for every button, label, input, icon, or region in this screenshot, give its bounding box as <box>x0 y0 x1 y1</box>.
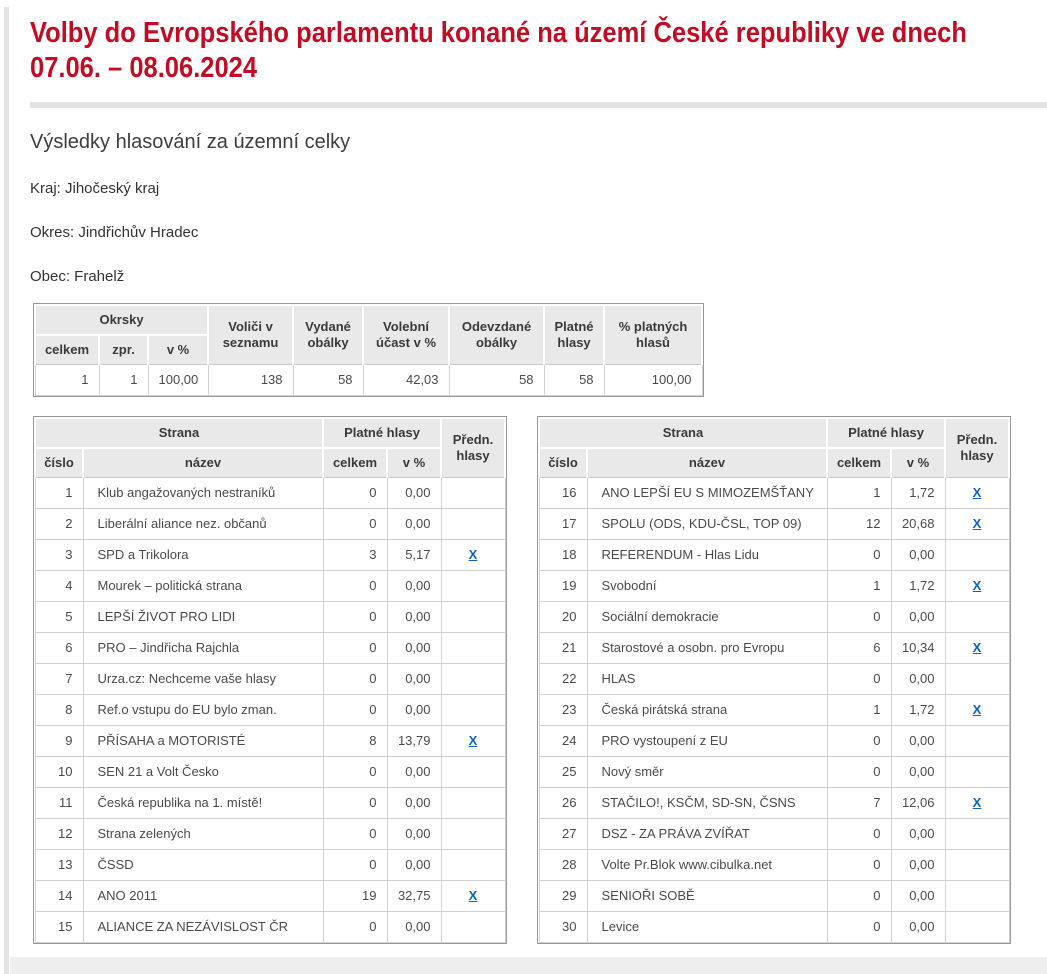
votes-pct-cell: 5,17 <box>387 540 441 571</box>
party-name-cell: SPOLU (ODS, KDU-ČSL, TOP 09) <box>587 509 827 540</box>
header-platne-hlasy: Platné hlasy <box>544 305 604 365</box>
pref-votes-link[interactable]: X <box>972 795 982 810</box>
party-row <box>35 571 505 602</box>
votes-pct-cell: 0,00 <box>387 509 441 540</box>
page-title-line2: 07.06. – 08.06.2024 <box>30 52 258 84</box>
party-number-cell: 8 <box>35 695 83 726</box>
party-number-cell: 30 <box>539 912 587 943</box>
party-row <box>35 602 505 633</box>
summary-data-row <box>35 365 702 396</box>
pref-votes-link[interactable]: X <box>468 733 478 748</box>
pref-votes-cell <box>945 602 1009 633</box>
party-number-cell: 1 <box>35 478 83 509</box>
title-divider <box>30 102 1047 108</box>
pref-votes-link[interactable]: X <box>972 485 982 500</box>
votes-pct-cell: 20,68 <box>891 509 945 540</box>
summary-header-row-1 <box>35 305 702 335</box>
odevzdane-obalky-value: 58 <box>449 365 544 396</box>
party-row <box>539 912 1009 943</box>
votes-total-cell: 0 <box>323 633 387 664</box>
pref-votes-cell <box>945 788 1009 819</box>
party-name-cell: Volte Pr.Blok www.cibulka.net <box>587 850 827 881</box>
votes-pct-cell: 0,00 <box>891 881 945 912</box>
party-header-row-2 <box>35 448 505 478</box>
votes-total-cell: 0 <box>827 881 891 912</box>
votes-total-cell: 0 <box>827 726 891 757</box>
party-row <box>539 850 1009 881</box>
votes-pct-cell: 0,00 <box>387 602 441 633</box>
votes-pct-cell: 0,00 <box>891 850 945 881</box>
header-celkem: celkem <box>827 448 891 478</box>
pref-votes-cell <box>945 633 1009 664</box>
votes-pct-cell: 0,00 <box>387 757 441 788</box>
pref-votes-cell <box>441 602 505 633</box>
party-number-cell: 28 <box>539 850 587 881</box>
party-name-cell: PŘÍSAHA a MOTORISTÉ <box>83 726 323 757</box>
pref-votes-cell <box>441 664 505 695</box>
header-strana: Strana <box>539 418 827 448</box>
votes-total-cell: 0 <box>827 912 891 943</box>
votes-total-cell: 0 <box>323 509 387 540</box>
party-row <box>35 726 505 757</box>
party-number-cell: 11 <box>35 788 83 819</box>
votes-total-cell: 7 <box>827 788 891 819</box>
votes-total-cell: 0 <box>323 664 387 695</box>
turnout-summary-table <box>34 304 703 396</box>
votes-total-cell: 1 <box>827 571 891 602</box>
party-name-cell: SENIOŘI SOBĚ <box>587 881 827 912</box>
party-number-cell: 18 <box>539 540 587 571</box>
party-row <box>539 540 1009 571</box>
header-platne-hlasy: Platné hlasy <box>827 418 945 448</box>
votes-total-cell: 19 <box>323 881 387 912</box>
party-number-cell: 19 <box>539 571 587 602</box>
party-name-cell: Svobodní <box>587 571 827 602</box>
votes-pct-cell: 10,34 <box>891 633 945 664</box>
party-header-row-1 <box>35 418 505 448</box>
page-title <box>30 16 1042 86</box>
party-number-cell: 4 <box>35 571 83 602</box>
party-row <box>539 695 1009 726</box>
party-name-cell: ANO LEPŠÍ EU S MIMOZEMŠŤANY <box>587 478 827 509</box>
votes-pct-cell: 32,75 <box>387 881 441 912</box>
votes-pct-cell: 1,72 <box>891 478 945 509</box>
header-okrsky-celkem: celkem <box>35 335 99 365</box>
header-volebni-ucast: Volební účast v % <box>363 305 449 365</box>
party-name-cell: HLAS <box>587 664 827 695</box>
party-name-cell: Česká pirátská strana <box>587 695 827 726</box>
party-name-cell: DSZ - ZA PRÁVA ZVÍŘAT <box>587 819 827 850</box>
votes-pct-cell: 0,00 <box>891 602 945 633</box>
party-name-cell: LEPŠÍ ŽIVOT PRO LIDI <box>83 602 323 633</box>
party-number-cell: 12 <box>35 819 83 850</box>
votes-pct-cell: 0,00 <box>891 819 945 850</box>
header-nazev: název <box>83 448 323 478</box>
party-number-cell: 16 <box>539 478 587 509</box>
votes-pct-cell: 0,00 <box>387 633 441 664</box>
header-cislo: číslo <box>539 448 587 478</box>
party-number-cell: 23 <box>539 695 587 726</box>
header-celkem: celkem <box>323 448 387 478</box>
party-row <box>35 757 505 788</box>
party-name-cell: Česká republika na 1. místě! <box>83 788 323 819</box>
votes-total-cell: 0 <box>323 757 387 788</box>
party-row <box>539 633 1009 664</box>
party-row <box>539 726 1009 757</box>
party-name-cell: ČSSD <box>83 850 323 881</box>
votes-pct-cell: 0,00 <box>387 478 441 509</box>
party-number-cell: 7 <box>35 664 83 695</box>
party-row <box>35 695 505 726</box>
party-name-cell: SPD a Trikolora <box>83 540 323 571</box>
party-name-cell: Klub angažovaných nestraníků <box>83 478 323 509</box>
party-name-cell: Liberální aliance nez. občanů <box>83 509 323 540</box>
party-header-row-1 <box>539 418 1009 448</box>
pref-votes-cell <box>441 633 505 664</box>
votes-total-cell: 0 <box>323 602 387 633</box>
votes-total-cell: 8 <box>323 726 387 757</box>
votes-total-cell: 12 <box>827 509 891 540</box>
party-row <box>35 633 505 664</box>
pref-votes-link[interactable]: X <box>972 640 982 655</box>
pref-votes-cell <box>945 757 1009 788</box>
header-v-pct: v % <box>387 448 441 478</box>
party-name-cell: ANO 2011 <box>83 881 323 912</box>
party-row <box>539 478 1009 509</box>
pref-votes-link[interactable]: X <box>468 547 478 562</box>
votes-total-cell: 0 <box>323 571 387 602</box>
pref-votes-link[interactable]: X <box>972 702 982 717</box>
pref-votes-cell <box>441 478 505 509</box>
header-predn-hlasy: Předn. hlasy <box>945 418 1009 478</box>
header-vydane-obalky: Vydané obálky <box>293 305 363 365</box>
votes-pct-cell: 1,72 <box>891 695 945 726</box>
votes-total-cell: 0 <box>323 788 387 819</box>
pref-votes-cell <box>945 850 1009 881</box>
turnout-summary-table-wrap <box>33 303 704 397</box>
party-number-cell: 10 <box>35 757 83 788</box>
party-name-cell: Starostové a osobn. pro Evropu <box>587 633 827 664</box>
pref-votes-cell <box>441 881 505 912</box>
votes-total-cell: 0 <box>323 695 387 726</box>
party-number-cell: 9 <box>35 726 83 757</box>
party-row <box>35 912 505 943</box>
party-number-cell: 26 <box>539 788 587 819</box>
party-row <box>35 509 505 540</box>
party-row <box>539 509 1009 540</box>
party-row <box>539 881 1009 912</box>
pref-votes-cell <box>945 881 1009 912</box>
votes-pct-cell: 12,06 <box>891 788 945 819</box>
pref-votes-cell <box>441 819 505 850</box>
party-row <box>35 664 505 695</box>
platne-hlasy-value: 58 <box>544 365 604 396</box>
votes-pct-cell: 0,00 <box>891 540 945 571</box>
party-name-cell: ALIANCE ZA NEZÁVISLOST ČR <box>83 912 323 943</box>
pref-votes-cell <box>945 819 1009 850</box>
pref-votes-cell <box>441 509 505 540</box>
header-okrsky-vpct: v % <box>148 335 208 365</box>
pref-votes-cell <box>441 788 505 819</box>
votes-total-cell: 3 <box>323 540 387 571</box>
party-table-right-wrap <box>537 416 1011 944</box>
pref-votes-cell <box>441 757 505 788</box>
votes-total-cell: 0 <box>323 850 387 881</box>
party-name-cell: Ref.o vstupu do EU bylo zman. <box>83 695 323 726</box>
party-row <box>539 757 1009 788</box>
pref-votes-cell <box>441 726 505 757</box>
page-content <box>30 0 1047 944</box>
header-odevzdane-obalky: Odevzdané obálky <box>449 305 544 365</box>
votes-total-cell: 0 <box>827 819 891 850</box>
party-number-cell: 27 <box>539 819 587 850</box>
party-row <box>539 602 1009 633</box>
votes-total-cell: 0 <box>323 819 387 850</box>
okres-line: Okres: Jindřichův Hradec <box>30 224 199 241</box>
header-okrsky: Okrsky <box>35 305 208 335</box>
pref-votes-cell <box>441 540 505 571</box>
party-name-cell: Sociální demokracie <box>587 602 827 633</box>
votes-pct-cell: 0,00 <box>387 664 441 695</box>
party-name-cell: Strana zelených <box>83 819 323 850</box>
votes-pct-cell: 0,00 <box>387 912 441 943</box>
header-predn-hlasy: Předn. hlasy <box>441 418 505 478</box>
pref-votes-cell <box>441 571 505 602</box>
votes-total-cell: 0 <box>827 602 891 633</box>
header-volici-v-seznamu: Voliči v seznamu <box>208 305 293 365</box>
pref-votes-cell <box>945 478 1009 509</box>
party-table-right <box>538 417 1010 943</box>
party-number-cell: 3 <box>35 540 83 571</box>
party-name-cell: Mourek – politická strana <box>83 571 323 602</box>
votes-pct-cell: 0,00 <box>387 819 441 850</box>
pref-votes-cell <box>945 571 1009 602</box>
votes-total-cell: 0 <box>827 757 891 788</box>
party-name-cell: SEN 21 a Volt Česko <box>83 757 323 788</box>
pref-votes-cell <box>945 540 1009 571</box>
party-row <box>35 540 505 571</box>
party-row <box>35 850 505 881</box>
page-bottom-strip <box>10 957 1047 974</box>
votes-total-cell: 0 <box>827 850 891 881</box>
section-heading: Výsledky hlasování za územní celky <box>30 131 351 153</box>
kraj-line: Kraj: Jihočeský kraj <box>30 180 160 197</box>
party-table-left-wrap <box>33 416 507 944</box>
party-name-cell: REFERENDUM - Hlas Lidu <box>587 540 827 571</box>
pref-votes-cell <box>441 850 505 881</box>
party-number-cell: 21 <box>539 633 587 664</box>
party-header-row-2 <box>539 448 1009 478</box>
party-name-cell: STAČILO!, KSČM, SD-SN, ČSNS <box>587 788 827 819</box>
pref-votes-link[interactable]: X <box>468 888 478 903</box>
votes-total-cell: 0 <box>827 664 891 695</box>
votes-total-cell: 1 <box>827 478 891 509</box>
votes-pct-cell: 0,00 <box>387 788 441 819</box>
pref-votes-cell <box>441 695 505 726</box>
party-row <box>539 788 1009 819</box>
votes-pct-cell: 0,00 <box>891 664 945 695</box>
party-number-cell: 6 <box>35 633 83 664</box>
party-name-cell: Levice <box>587 912 827 943</box>
party-row <box>35 819 505 850</box>
okrsky-vpct-value: 100,00 <box>148 365 208 396</box>
party-row <box>539 819 1009 850</box>
header-v-pct: v % <box>891 448 945 478</box>
party-number-cell: 22 <box>539 664 587 695</box>
votes-pct-cell: 0,00 <box>387 571 441 602</box>
votes-pct-cell: 0,00 <box>891 726 945 757</box>
party-name-cell: Nový směr <box>587 757 827 788</box>
header-platne-hlasy: Platné hlasy <box>323 418 441 448</box>
page-left-border <box>4 7 9 974</box>
header-pct-platnych-hlasu: % platných hlasů <box>604 305 702 365</box>
party-name-cell: PRO vystoupení z EU <box>587 726 827 757</box>
votes-pct-cell: 13,79 <box>387 726 441 757</box>
header-cislo: číslo <box>35 448 83 478</box>
party-number-cell: 14 <box>35 881 83 912</box>
party-name-cell: PRO – Jindřicha Rajchla <box>83 633 323 664</box>
party-row <box>539 664 1009 695</box>
party-number-cell: 24 <box>539 726 587 757</box>
vydane-obalky-value: 58 <box>293 365 363 396</box>
party-row <box>35 788 505 819</box>
votes-pct-cell: 0,00 <box>387 695 441 726</box>
pct-platnych-hlasu-value: 100,00 <box>604 365 702 396</box>
party-number-cell: 29 <box>539 881 587 912</box>
volebni-ucast-value: 42,03 <box>363 365 449 396</box>
party-results-section <box>33 416 1047 944</box>
votes-total-cell: 0 <box>827 540 891 571</box>
votes-total-cell: 0 <box>323 478 387 509</box>
pref-votes-cell <box>945 509 1009 540</box>
header-nazev: název <box>587 448 827 478</box>
party-number-cell: 13 <box>35 850 83 881</box>
header-strana: Strana <box>35 418 323 448</box>
votes-total-cell: 1 <box>827 695 891 726</box>
votes-pct-cell: 1,72 <box>891 571 945 602</box>
party-table-left <box>34 417 506 943</box>
header-okrsky-zpr: zpr. <box>99 335 148 365</box>
votes-pct-cell: 0,00 <box>891 912 945 943</box>
votes-total-cell: 6 <box>827 633 891 664</box>
pref-votes-cell <box>945 912 1009 943</box>
party-row <box>539 571 1009 602</box>
party-name-cell: Urza.cz: Nechceme vaše hlasy <box>83 664 323 695</box>
page-title-line1: Volby do Evropského parlamentu konané na území České republiky ve dnech <box>30 17 967 49</box>
pref-votes-cell <box>945 726 1009 757</box>
votes-total-cell: 0 <box>323 912 387 943</box>
votes-pct-cell: 0,00 <box>387 850 441 881</box>
party-number-cell: 25 <box>539 757 587 788</box>
okrsky-celkem-value: 1 <box>35 365 99 396</box>
party-row <box>35 478 505 509</box>
party-row <box>35 881 505 912</box>
okrsky-zpr-value: 1 <box>99 365 148 396</box>
pref-votes-link[interactable]: X <box>972 516 982 531</box>
pref-votes-cell <box>441 912 505 943</box>
pref-votes-link[interactable]: X <box>972 578 982 593</box>
party-number-cell: 17 <box>539 509 587 540</box>
party-number-cell: 5 <box>35 602 83 633</box>
pref-votes-cell <box>945 695 1009 726</box>
volici-v-seznamu-value: 138 <box>208 365 293 396</box>
party-number-cell: 2 <box>35 509 83 540</box>
obec-line: Obec: Frahelž <box>30 268 125 285</box>
party-number-cell: 15 <box>35 912 83 943</box>
pref-votes-cell <box>945 664 1009 695</box>
party-number-cell: 20 <box>539 602 587 633</box>
votes-pct-cell: 0,00 <box>891 757 945 788</box>
